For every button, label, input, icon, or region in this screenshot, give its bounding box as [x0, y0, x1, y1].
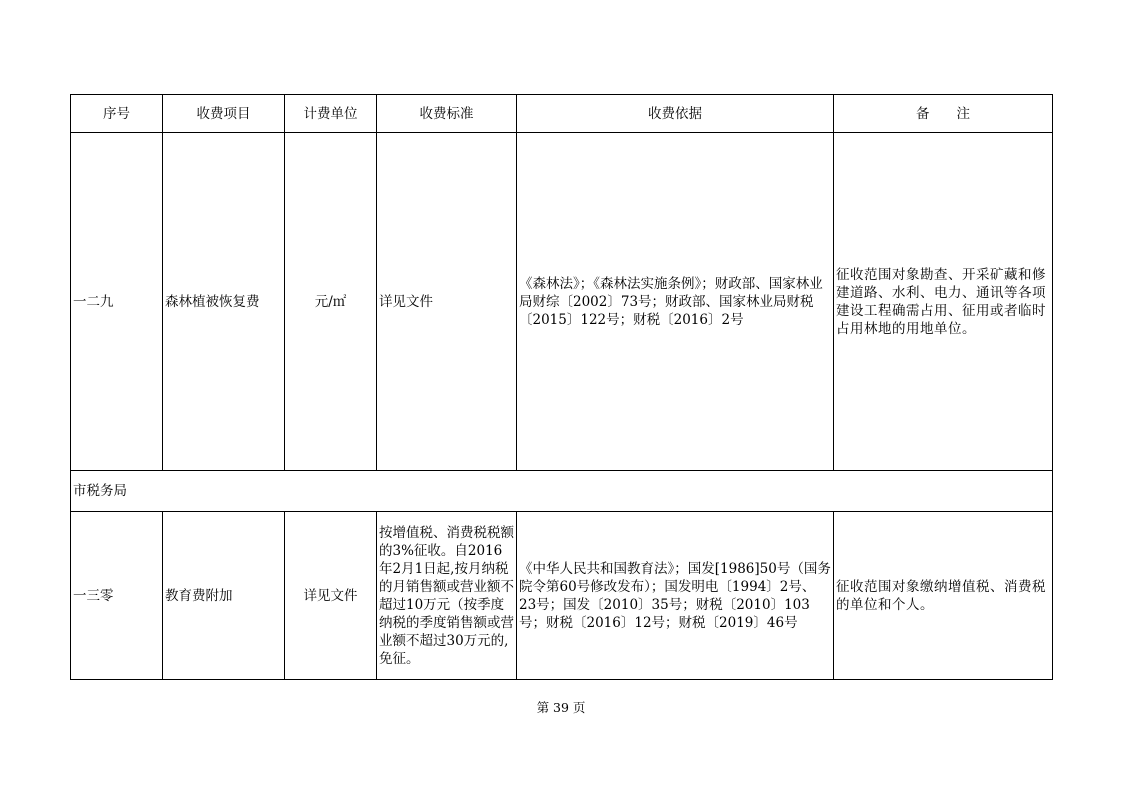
- header-unit: 计费单位: [285, 95, 377, 133]
- page-number: 第 39 页: [536, 700, 586, 715]
- row-basis: 《森林法》；《森林法实施条例》；财政部、国家林业局财综〔2002〕73号；财政部、国家林业局财税〔2015〕122号；财税〔2016〕2号: [517, 133, 834, 471]
- header-basis: 收费依据: [517, 95, 834, 133]
- header-standard: 收费标准: [377, 95, 517, 133]
- header-remark: 备 注: [834, 95, 1053, 133]
- fee-table: [70, 94, 1053, 680]
- row-basis: 《中华人民共和国教育法》；国发[1986]50号（国务院令第60号修改发布）；国发明电〔1994〕2号、23号；国发〔2010〕35号；财税〔2010〕103号；财税〔2016〕12号；财税〔2019〕46号: [517, 512, 834, 680]
- row-item: 森林植被恢复费: [163, 133, 285, 471]
- row-remark: 征收范围对象缴纳增值税、消费税的单位和个人。: [834, 512, 1053, 680]
- row-standard: 详见文件: [377, 133, 517, 471]
- row-seq: 一三零: [71, 512, 163, 680]
- row-item: 教育费附加: [163, 512, 285, 680]
- table-row: [71, 512, 1053, 680]
- section-row: [71, 471, 1053, 512]
- header-row: [71, 95, 1053, 133]
- row-unit: 详见文件: [285, 512, 377, 680]
- row-remark: 征收范围对象勘查、开采矿藏和修建道路、水利、电力、通讯等各项建设工程确需占用、征用或者临时占用林地的用地单位。: [834, 133, 1053, 471]
- header-seq: 序号: [71, 95, 163, 133]
- row-standard: 按增值税、消费税税额的3%征收。自2016年2月1日起,按月纳税的月销售额或营业额不超过10万元（按季度纳税的季度销售额或营业额不超过30万元的,免征。: [377, 512, 517, 680]
- table-row: [71, 133, 1053, 471]
- row-unit: 元/㎡: [285, 133, 377, 471]
- row-seq: 一二九: [71, 133, 163, 471]
- header-item: 收费项目: [163, 95, 285, 133]
- section-title: 市税务局: [71, 471, 1053, 512]
